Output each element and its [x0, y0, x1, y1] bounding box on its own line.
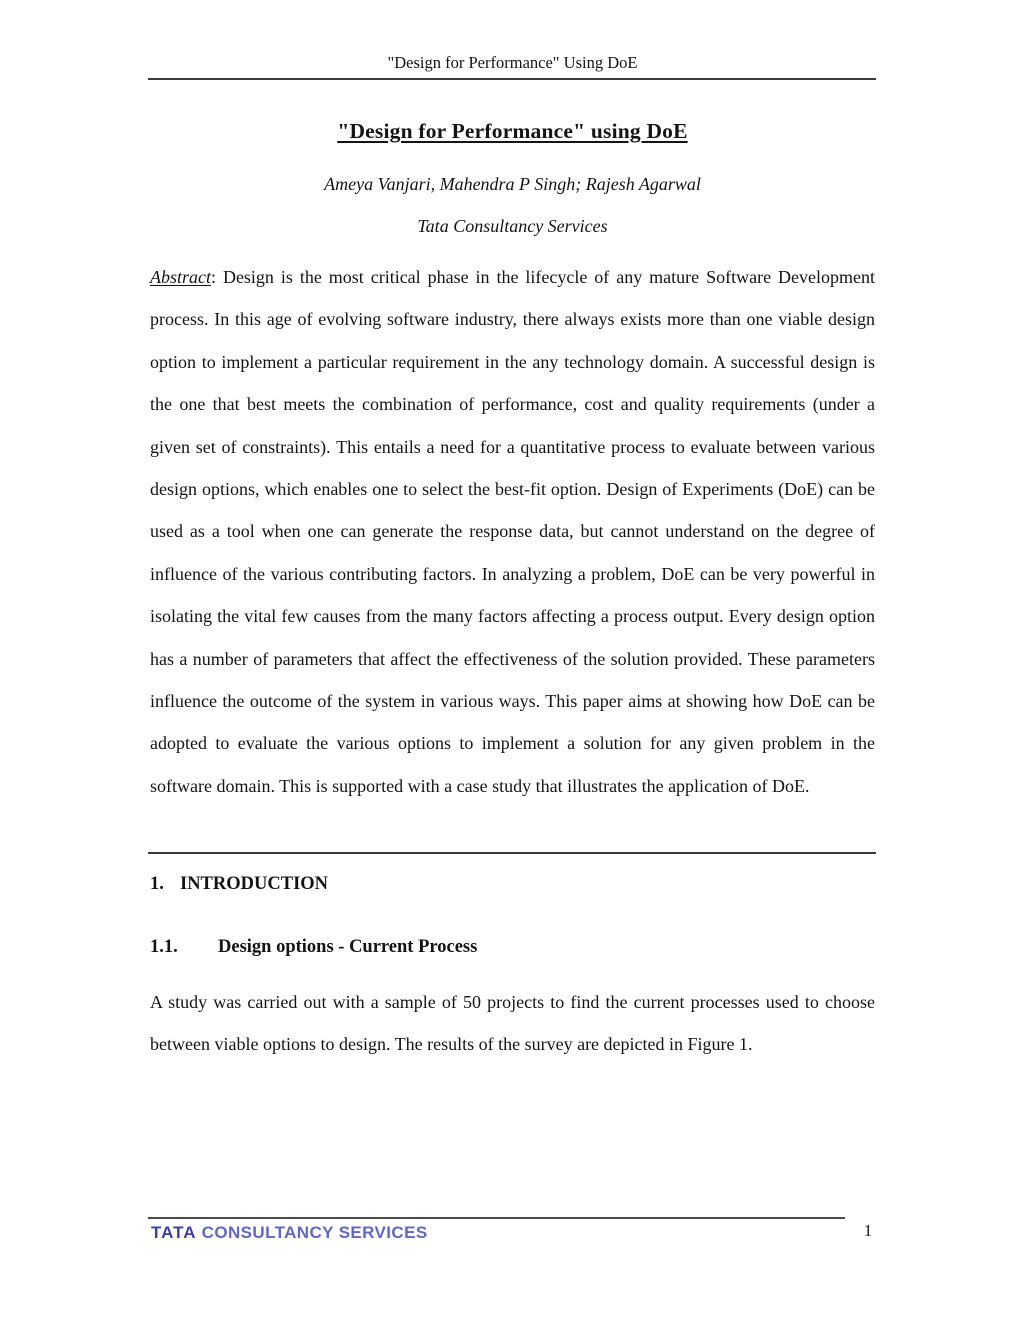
- tcs-logo: [151, 1223, 428, 1243]
- abstract-label: Abstract: [150, 267, 211, 287]
- paper-title-text: "Design for Performance" using DoE: [337, 119, 688, 143]
- subsection-heading-design-options: [150, 937, 477, 958]
- tcs-logo-tata-text: TATA: [151, 1223, 197, 1242]
- page-number: 1: [863, 1221, 873, 1240]
- subsection-body-paragraph: A study was carried out with a sample of 50 projects to find the current processes used to choose between viable options to design. The results of the survey are depicted in Figure 1.: [150, 992, 875, 1055]
- abstract-paragraph: [150, 256, 875, 807]
- paper-title: [150, 119, 875, 144]
- footer-rule: [148, 1217, 845, 1219]
- authors-line: Ameya Vanjari, Mahendra P Singh; Rajesh Agarwal: [324, 174, 701, 194]
- affiliation-line: Tata Consultancy Services: [417, 216, 608, 236]
- subsection-title: Design options - Current Process: [218, 937, 478, 957]
- section-heading-introduction: [150, 874, 328, 895]
- section-title: INTRODUCTION: [180, 874, 329, 894]
- abstract-text: : Design is the most critical phase in the lifecycle of any mature Software Development process. In this age of evolving software industry, there always exists more than one viable design option to implement a particular requirement in the any technology domain. A successful design is the one that best meets the combination of performance, cost and quality requirements (under a given set of constraints). This entails a need for a quantitative process to evaluate between various design options, which enables one to select the best-fit option. Design of Experiments (DoE) can be used as a tool when one can generate the response data, but cannot understand on the degree of influence of the various contributing factors. In analyzing a problem, DoE can be very powerful in isolating the vital few causes from the many factors affecting a process output. Every design option has a number of parameters that affect the effectiveness of the solution provided. These parameters influence the outcome of the system in various ways. This paper aims at showing how DoE can be adopted to evaluate the various options to implement a solution for any given problem in the software domain. This is supported with a case study that illustrates the application of DoE.: [150, 267, 875, 796]
- section-number: 1.: [150, 874, 164, 894]
- tcs-logo-services-text: CONSULTANCY SERVICES: [201, 1223, 428, 1242]
- running-header-title: "Design for Performance" Using DoE: [387, 53, 638, 72]
- subsection-number: 1.1.: [150, 937, 178, 957]
- section-divider-rule: [148, 852, 876, 854]
- header-rule: [148, 78, 876, 80]
